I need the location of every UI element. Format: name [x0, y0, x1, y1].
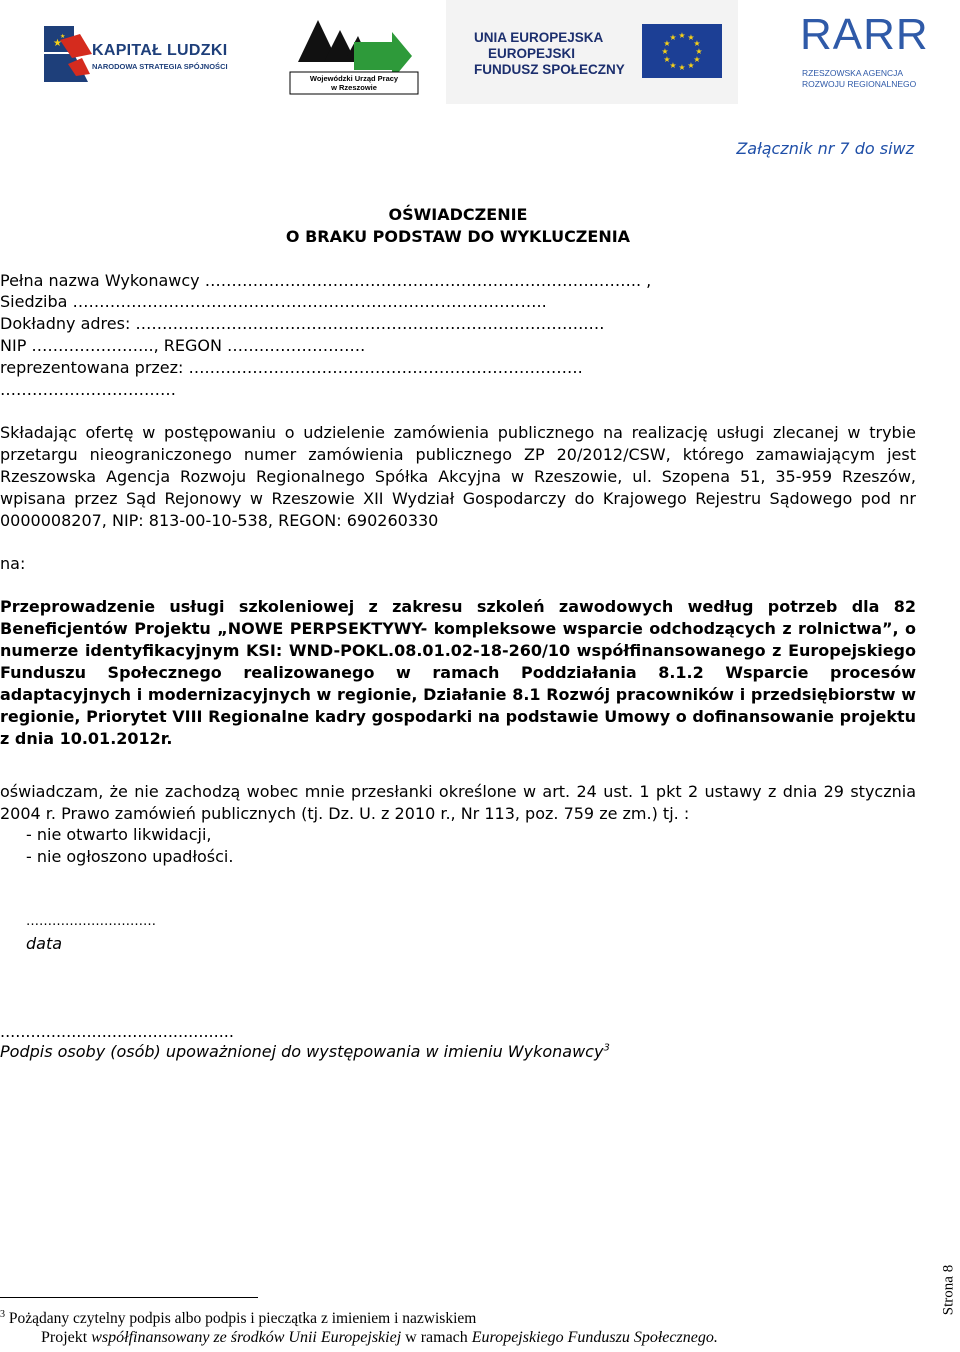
rarr-line1: RZESZOWSKA AGENCJA	[802, 68, 904, 78]
svg-text:★: ★	[687, 33, 695, 42]
date-dots: …………………………	[26, 914, 156, 929]
svg-text:★: ★	[663, 55, 671, 64]
svg-text:★: ★	[60, 33, 66, 40]
wup-logo	[288, 12, 420, 96]
field-nip-regon: NIP ………………….., REGON …….……………….	[0, 336, 366, 355]
svg-text:★: ★	[678, 31, 686, 40]
footnote	[0, 1309, 476, 1328]
paragraph-declaration: oświadczam, że nie zachodzą wobec mnie przesłanki określone w art. 24 ust. 1 pkt 2 ustawy z dnia 29 stycznia 2004 r. Prawo zamówień publicznych (tj. Dz. U. z 2010 r., Nr 113, poz. 759 ze zm.) tj. :	[0, 782, 916, 823]
field-seat: Siedziba ……………………………………………………………………………..	[0, 292, 547, 311]
footer	[41, 1329, 718, 1347]
annex-label: Załącznik nr 7 do siwz	[736, 139, 914, 158]
svg-text:★: ★	[669, 61, 677, 70]
field-represented-cont: ……………………………	[0, 380, 176, 399]
eu-line3: FUNDUSZ SPOŁECZNY	[474, 62, 625, 77]
footer-part4: Europejskiego Funduszu Społecznego.	[471, 1329, 718, 1346]
date-label: data	[26, 934, 63, 953]
svg-text:★: ★	[669, 33, 677, 42]
svg-text:★: ★	[693, 55, 701, 64]
wup-line1: Wojewódzki Urząd Pracy	[309, 74, 399, 83]
kapital-ludzki-title: KAPITAŁ LUDZKI	[92, 42, 228, 59]
signature-dots: ..............................................	[0, 1022, 234, 1041]
svg-text:★: ★	[53, 38, 62, 49]
field-contractor-name: Pełna nazwa Wykonawcy ………………………………………………………………..…….. ,	[0, 271, 652, 290]
eu-line2: EUROPEJSKI	[488, 46, 576, 61]
footer-part2: współfinansowany ze środków Unii Europejskiej	[91, 1329, 402, 1346]
footer-part3: w ramach	[401, 1329, 472, 1346]
kapital-ludzki-logo	[38, 24, 248, 88]
footnote-text: Pożądany czytelny podpis albo podpis i pieczątka z imieniem i nazwiskiem	[5, 1310, 477, 1328]
svg-text:★: ★	[661, 47, 669, 56]
svg-text:★: ★	[687, 61, 695, 70]
field-address: Dokładny adres: ………………………………………………………………………….…	[0, 314, 605, 333]
eu-flag-icon	[642, 24, 722, 78]
signature-label-text: Podpis osoby (osób) upoważnionej do występowania w imieniu Wykonawcy	[0, 1042, 604, 1061]
page-number-text: Strona 8	[940, 1264, 957, 1316]
rarr-logo	[800, 8, 929, 98]
list-item: - nie otwarto likwidacji,	[26, 825, 212, 844]
footnote-number: 3	[0, 1309, 5, 1320]
footer-part1: Projekt	[41, 1329, 92, 1346]
kapital-ludzki-emblem	[38, 24, 98, 86]
svg-text:★: ★	[695, 47, 703, 56]
page-number	[934, 1250, 960, 1330]
paragraph-project: Przeprowadzenie usługi szkoleniowej z zakresu szkoleń zawodowych według potrzeb dla 82 Beneficjentów Projektu „NOWE PERPSEKTYWY- kompleksowe wsparcie odchodzących z rolnictwa”, o numerze identyfikacyjnym KSI: WND-POKL.08.01.02-18-260/10 współfinansowanego z Europejskiego Funduszu Społecznego realizowanego w ramach Poddziałania 8.1.2 Wsparcie procesów adaptacyjnych i modernizacyjnych w regionie, Działanie 8.1 Rozwój pracowników i przedsiębiorstw w regionie, Priorytet VIII Regionalne kadry gospodarki na podstawie Umowy o dofinansowanie projektu z dnia 10.01.2012r.	[0, 597, 916, 748]
svg-text:★: ★	[663, 39, 671, 48]
signature-footnote-ref: 3	[603, 1042, 610, 1054]
rarr-title: RARR	[800, 10, 929, 59]
wup-line2: w Rzeszowie	[331, 83, 377, 92]
svg-text:★: ★	[678, 63, 686, 72]
eu-line1: UNIA EUROPEJSKA	[474, 30, 604, 45]
field-represented: reprezentowana przez: ….…………………………………………………………….	[0, 358, 583, 377]
list-item: - nie ogłoszono upadłości.	[26, 847, 234, 866]
document-title: OŚWIADCZENIE	[388, 205, 528, 224]
signature-label	[0, 1042, 610, 1061]
rarr-line2: ROZWOJU REGIONALNEGO	[802, 79, 917, 89]
eu-logo	[446, 0, 738, 104]
document-subtitle: O BRAKU PODSTAW DO WYKLUCZENIA	[285, 227, 631, 246]
paragraph-offer: Składając ofertę w postępowaniu o udzielenie zamówienia publicznego na realizację usługi zlecanej w trybie przetargu nieograniczonego numer zamówienia publicznego ZP 20/2012/CSW, którego zamawiającym jest Rzeszowska Agencja Rozwoju Regionalnego Spółka Akcyjna w Rzeszowie, ul. Szopena 51, 35-959 Rzeszów, wpisana przez Sąd Rejonowy w Rzeszowie XII Wydział Gospodarczy do Krajowego Rejestru Sądowego pod nr 0000008207, NIP: 813-00-10-538, REGON: 690260330	[0, 423, 916, 530]
footnote-separator	[0, 1297, 258, 1298]
label-na: na:	[0, 554, 26, 573]
svg-text:★: ★	[693, 39, 701, 48]
kapital-ludzki-subtitle: NARODOWA STRATEGIA SPÓJNOŚCI	[92, 62, 228, 71]
